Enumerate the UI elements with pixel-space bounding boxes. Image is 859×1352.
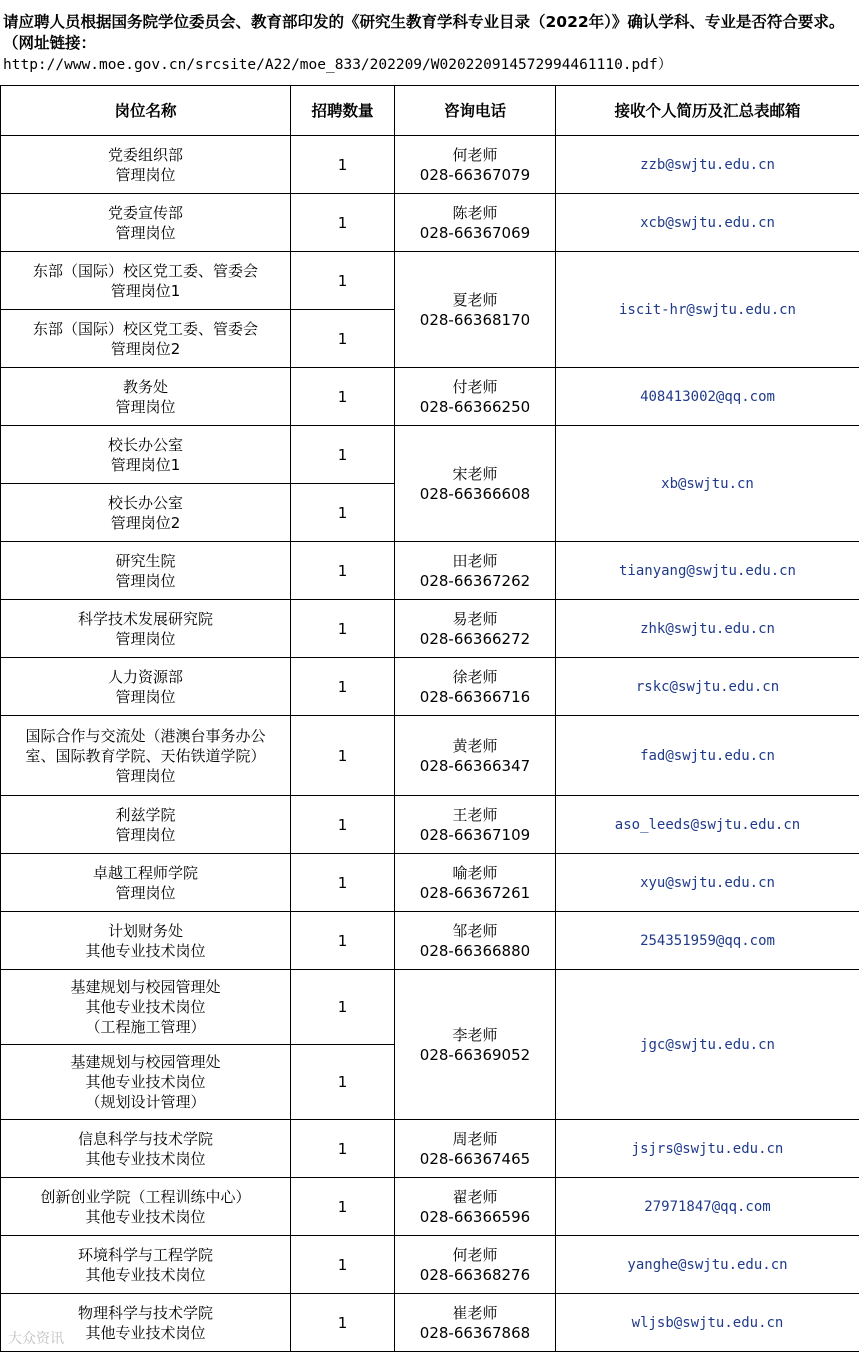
requirement-note <box>3 12 856 76</box>
position-line: 其他专业技术岗位 <box>85 1149 206 1168</box>
table-row <box>1 796 859 854</box>
cell-email[interactable]: 254351959@qq.com <box>556 912 859 970</box>
header-count: 招聘数量 <box>291 86 395 136</box>
position-line: 其他专业技术岗位 <box>85 1323 206 1342</box>
header-phone: 咨询电话 <box>395 86 556 136</box>
position-line: （规划设计管理） <box>85 1093 206 1111</box>
cell-count: 1 <box>291 136 395 194</box>
table-row <box>1 194 859 252</box>
contact-phone: 028-66366250 <box>419 397 531 416</box>
cell-position <box>1 542 291 600</box>
position-line: 其他专业技术岗位 <box>85 941 206 960</box>
contact-name: 徐老师 <box>452 667 498 686</box>
contact-name: 陈老师 <box>452 203 498 222</box>
cell-contact <box>395 426 556 542</box>
cell-contact <box>395 716 556 796</box>
cell-email[interactable]: xb@swjtu.cn <box>556 426 859 542</box>
cell-contact <box>395 854 556 912</box>
cell-email[interactable]: jgc@swjtu.edu.cn <box>556 970 859 1120</box>
cell-count: 1 <box>291 912 395 970</box>
cell-position <box>1 136 291 194</box>
cell-contact <box>395 658 556 716</box>
position-line: 东部（国际）校区党工委、管委会 <box>32 319 258 338</box>
cell-contact <box>395 194 556 252</box>
cell-count: 1 <box>291 658 395 716</box>
contact-phone: 028-66366272 <box>419 629 531 648</box>
position-line: 管理岗位 <box>115 883 176 902</box>
contact-phone: 028-66367109 <box>419 825 531 844</box>
table-row <box>1 1294 859 1352</box>
cell-count: 1 <box>291 542 395 600</box>
contact-name: 周老师 <box>452 1129 498 1148</box>
contact-name: 翟老师 <box>452 1187 498 1206</box>
position-line: 管理岗位 <box>115 687 176 706</box>
position-line: 研究生院 <box>115 551 176 570</box>
table-row <box>1 368 859 426</box>
position-line: 党委宣传部 <box>107 203 183 222</box>
cell-count: 1 <box>291 194 395 252</box>
cell-email[interactable]: aso_leeds@swjtu.edu.cn <box>556 796 859 854</box>
table-row <box>1 854 859 912</box>
cell-count: 1 <box>291 1178 395 1236</box>
contact-name: 付老师 <box>452 377 498 396</box>
table-row <box>1 970 859 1045</box>
position-line: 管理岗位1 <box>110 281 181 300</box>
position-line: 创新创业学院（工程训练中心） <box>40 1187 251 1206</box>
cell-contact <box>395 1294 556 1352</box>
position-line: 管理岗位 <box>115 629 176 648</box>
position-line: 环境科学与工程学院 <box>77 1245 213 1264</box>
position-line: 教务处 <box>122 377 168 396</box>
position-line: 管理岗位2 <box>110 513 181 532</box>
table-row <box>1 600 859 658</box>
contact-phone: 028-66366880 <box>419 941 531 960</box>
cell-position <box>1 600 291 658</box>
contact-phone: 028-66367079 <box>419 165 531 184</box>
note-text: 请应聘人员根据国务院学位委员会、教育部印发的《研究生教育学科专业目录（2022年）》确认学科、专业是否符合要求。（网址链接： <box>3 13 845 52</box>
cell-count: 1 <box>291 1045 395 1120</box>
cell-position <box>1 658 291 716</box>
contact-phone: 028-66367261 <box>419 883 531 902</box>
position-line: 管理岗位 <box>115 571 176 590</box>
contact-name: 易老师 <box>452 609 498 628</box>
cell-contact <box>395 542 556 600</box>
contact-name: 崔老师 <box>452 1303 498 1322</box>
table-row <box>1 1236 859 1294</box>
cell-contact <box>395 252 556 368</box>
position-line: 管理岗位1 <box>110 455 181 474</box>
cell-email[interactable]: zzb@swjtu.edu.cn <box>556 136 859 194</box>
contact-name: 王老师 <box>452 805 498 824</box>
cell-position <box>1 252 291 310</box>
position-line: 科学技术发展研究院 <box>77 609 213 628</box>
cell-position <box>1 912 291 970</box>
cell-email[interactable]: fad@swjtu.edu.cn <box>556 716 859 796</box>
cell-contact <box>395 1236 556 1294</box>
cell-contact <box>395 1120 556 1178</box>
cell-contact <box>395 796 556 854</box>
table-row <box>1 252 859 310</box>
position-line: 基建规划与校园管理处 <box>70 1053 221 1071</box>
position-line: 其他专业技术岗位 <box>85 1073 206 1091</box>
position-line: 管理岗位 <box>115 825 176 844</box>
position-line: 卓越工程师学院 <box>92 863 198 882</box>
contact-name: 田老师 <box>452 551 498 570</box>
position-line: 东部（国际）校区党工委、管委会 <box>32 261 258 280</box>
position-line: 管理岗位 <box>115 223 176 242</box>
cell-email[interactable]: rskc@swjtu.edu.cn <box>556 658 859 716</box>
position-line: 其他专业技术岗位 <box>85 998 206 1016</box>
position-line: 基建规划与校园管理处 <box>70 978 221 996</box>
contact-name: 夏老师 <box>452 290 498 309</box>
contact-name: 喻老师 <box>452 863 498 882</box>
recruitment-table <box>0 85 859 1352</box>
position-line: 国际合作与交流处（港澳台事务办公 <box>25 726 266 745</box>
watermark-logo: 大众资讯 <box>8 1331 64 1347</box>
cell-position <box>1 194 291 252</box>
cell-position <box>1 310 291 368</box>
cell-contact <box>395 368 556 426</box>
cell-contact <box>395 970 556 1120</box>
contact-phone: 028-66367465 <box>419 1149 531 1168</box>
cell-email[interactable]: xyu@swjtu.edu.cn <box>556 854 859 912</box>
table-header-row <box>1 86 859 136</box>
contact-phone: 028-66366347 <box>419 756 531 775</box>
position-line: 利兹学院 <box>115 805 176 824</box>
cell-contact <box>395 912 556 970</box>
table-row <box>1 136 859 194</box>
contact-phone: 028-66367069 <box>419 223 531 242</box>
cell-position <box>1 1178 291 1236</box>
position-line: 物理科学与技术学院 <box>77 1303 213 1322</box>
table-row <box>1 912 859 970</box>
cell-count: 1 <box>291 716 395 796</box>
position-line: 信息科学与技术学院 <box>77 1129 213 1148</box>
cell-count: 1 <box>291 484 395 542</box>
cell-email[interactable]: jsjrs@swjtu.edu.cn <box>556 1120 859 1178</box>
cell-count: 1 <box>291 310 395 368</box>
position-line: 管理岗位 <box>115 766 176 785</box>
header-email: 接收个人简历及汇总表邮箱 <box>556 86 859 136</box>
table-row <box>1 1120 859 1178</box>
contact-phone: 028-66366716 <box>419 687 531 706</box>
position-line: 其他专业技术岗位 <box>85 1207 206 1226</box>
table-row <box>1 716 859 796</box>
cell-email[interactable]: zhk@swjtu.edu.cn <box>556 600 859 658</box>
contact-phone: 028-66368276 <box>419 1265 531 1284</box>
cell-count: 1 <box>291 854 395 912</box>
cell-position <box>1 1120 291 1178</box>
cell-contact <box>395 600 556 658</box>
cell-position <box>1 854 291 912</box>
contact-name: 李老师 <box>452 1025 498 1044</box>
contact-phone: 028-66366608 <box>419 484 531 503</box>
contact-phone: 028-66366596 <box>419 1207 531 1226</box>
cell-email[interactable]: wljsb@swjtu.edu.cn <box>556 1294 859 1352</box>
cell-position <box>1 970 291 1045</box>
contact-name: 邹老师 <box>452 921 498 940</box>
position-line: 室、国际教育学院、天佑铁道学院） <box>25 746 266 765</box>
position-line: 管理岗位2 <box>110 339 181 358</box>
cell-position <box>1 484 291 542</box>
position-line: 校长办公室 <box>107 435 183 454</box>
cell-position <box>1 716 291 796</box>
position-line: 管理岗位 <box>115 165 176 184</box>
header-position: 岗位名称 <box>1 86 291 136</box>
cell-count: 1 <box>291 600 395 658</box>
contact-phone: 028-66368170 <box>419 310 531 329</box>
cell-contact <box>395 1178 556 1236</box>
cell-email[interactable]: tianyang@swjtu.edu.cn <box>556 542 859 600</box>
cell-email[interactable]: yanghe@swjtu.edu.cn <box>556 1236 859 1294</box>
position-line: 党委组织部 <box>107 145 183 164</box>
table-row <box>1 658 859 716</box>
cell-count: 1 <box>291 252 395 310</box>
contact-name: 何老师 <box>452 1245 498 1264</box>
cell-count: 1 <box>291 970 395 1045</box>
cell-email[interactable]: 27971847@qq.com <box>556 1178 859 1236</box>
cell-email[interactable]: xcb@swjtu.edu.cn <box>556 194 859 252</box>
note-url: http://www.moe.gov.cn/srcsite/A22/moe_833/202209/W020220914572994461110.pdf） <box>3 57 673 73</box>
table-row <box>1 1178 859 1236</box>
cell-count: 1 <box>291 1294 395 1352</box>
position-line: 管理岗位 <box>115 397 176 416</box>
cell-position <box>1 796 291 854</box>
position-line: （工程施工管理） <box>85 1018 206 1036</box>
contact-name: 何老师 <box>452 145 498 164</box>
cell-count: 1 <box>291 1120 395 1178</box>
cell-count: 1 <box>291 426 395 484</box>
cell-email[interactable]: 408413002@qq.com <box>556 368 859 426</box>
cell-position <box>1 1045 291 1120</box>
cell-count: 1 <box>291 796 395 854</box>
cell-position <box>1 426 291 484</box>
table-row <box>1 426 859 484</box>
cell-position <box>1 1236 291 1294</box>
position-line: 其他专业技术岗位 <box>85 1265 206 1284</box>
cell-count: 1 <box>291 368 395 426</box>
position-line: 人力资源部 <box>107 667 183 686</box>
cell-contact <box>395 136 556 194</box>
position-line: 计划财务处 <box>107 921 183 940</box>
contact-phone: 028-66367868 <box>419 1323 531 1342</box>
position-line: 校长办公室 <box>107 493 183 512</box>
contact-name: 宋老师 <box>452 464 498 483</box>
contact-phone: 028-66369052 <box>419 1045 531 1064</box>
cell-email[interactable]: iscit-hr@swjtu.edu.cn <box>556 252 859 368</box>
table-row <box>1 542 859 600</box>
cell-count: 1 <box>291 1236 395 1294</box>
cell-position <box>1 368 291 426</box>
contact-name: 黄老师 <box>452 736 498 755</box>
contact-phone: 028-66367262 <box>419 571 531 590</box>
